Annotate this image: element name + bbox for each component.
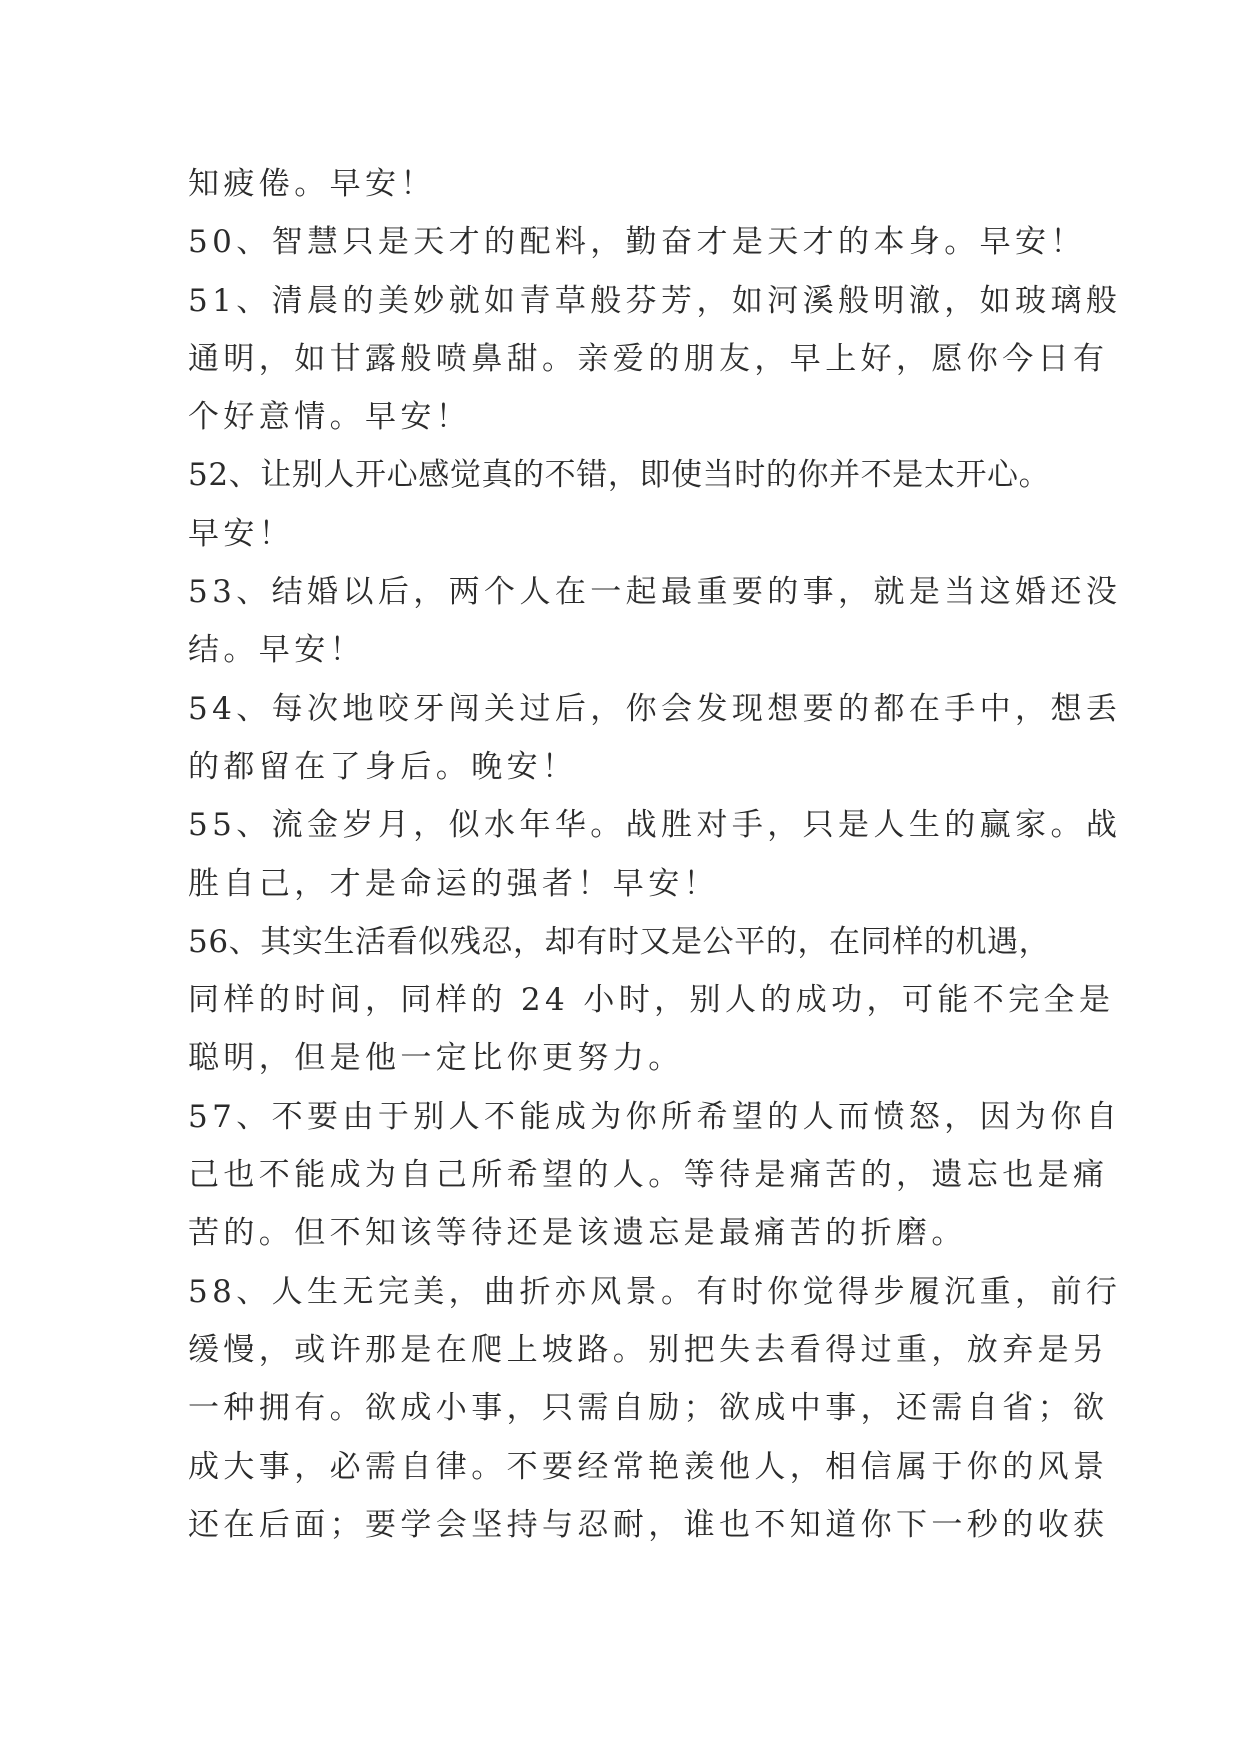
text-line: 同样的时间，同样的 24 小时，别人的成功，可能不完全是: [188, 982, 1115, 1019]
text-line: 知疲倦。早安！: [188, 166, 436, 202]
text-line: 己也不能成为自己所希望的人。等待是痛苦的，遗忘也是痛: [188, 1157, 1109, 1194]
text-line: 胜自己，才是命运的强者！早安！: [188, 865, 719, 902]
text-line: 成大事，必需自律。不要经常艳羡他人，相信属于你的风景: [188, 1448, 1109, 1485]
text-line: 52、让别人开心感觉真的不错，即使当时的你并不是太开心。: [188, 457, 1051, 494]
text-line: 聪明，但是他一定比你更努力。: [188, 1040, 684, 1077]
text-line: 缓慢，或许那是在爬上坡路。别把失去看得过重，放弃是另: [188, 1331, 1109, 1368]
text-line: 57、不要由于别人不能成为你所希望的人而愤怒，因为你自: [188, 1098, 1122, 1135]
text-line: 通明，如甘露般喷鼻甜。亲爱的朋友，早上好，愿你今日有: [188, 340, 1109, 377]
text-line: 结。早安！: [188, 632, 365, 669]
text-line: 55、流金岁月，似水年华。战胜对手，只是人生的赢家。战: [188, 807, 1122, 844]
text-line: 53、结婚以后，两个人在一起最重要的事，就是当这婚还没: [188, 574, 1122, 611]
text-line: 51、清晨的美妙就如青草般芬芳，如河溪般明澈，如玻璃般: [188, 282, 1122, 319]
text-line: 苦的。但不知该等待还是该遗忘是最痛苦的折磨。: [188, 1215, 967, 1252]
text-line: 还在后面；要学会坚持与忍耐，谁也不知道你下一秒的收获: [188, 1506, 1109, 1543]
text-line: 50、智慧只是天才的配料，勤奋才是天才的本身。早安！: [188, 224, 1086, 261]
text-line: 早安！: [188, 515, 295, 552]
text-line: 58、人生无完美，曲折亦风景。有时你觉得步履沉重，前行: [188, 1273, 1122, 1310]
text-line: 个好意情。早安！: [188, 399, 472, 436]
document-body: [188, 155, 1122, 1554]
text-line: 一种拥有。欲成小事，只需自励；欲成中事，还需自省；欲: [188, 1390, 1109, 1427]
text-line: 54、每次地咬牙闯关过后，你会发现想要的都在手中，想丢: [188, 690, 1122, 727]
text-line: 的都留在了身后。晚安！: [188, 748, 578, 785]
text-line: 56、其实生活看似残忍，却有时又是公平的，在同样的机遇，: [188, 923, 1051, 960]
